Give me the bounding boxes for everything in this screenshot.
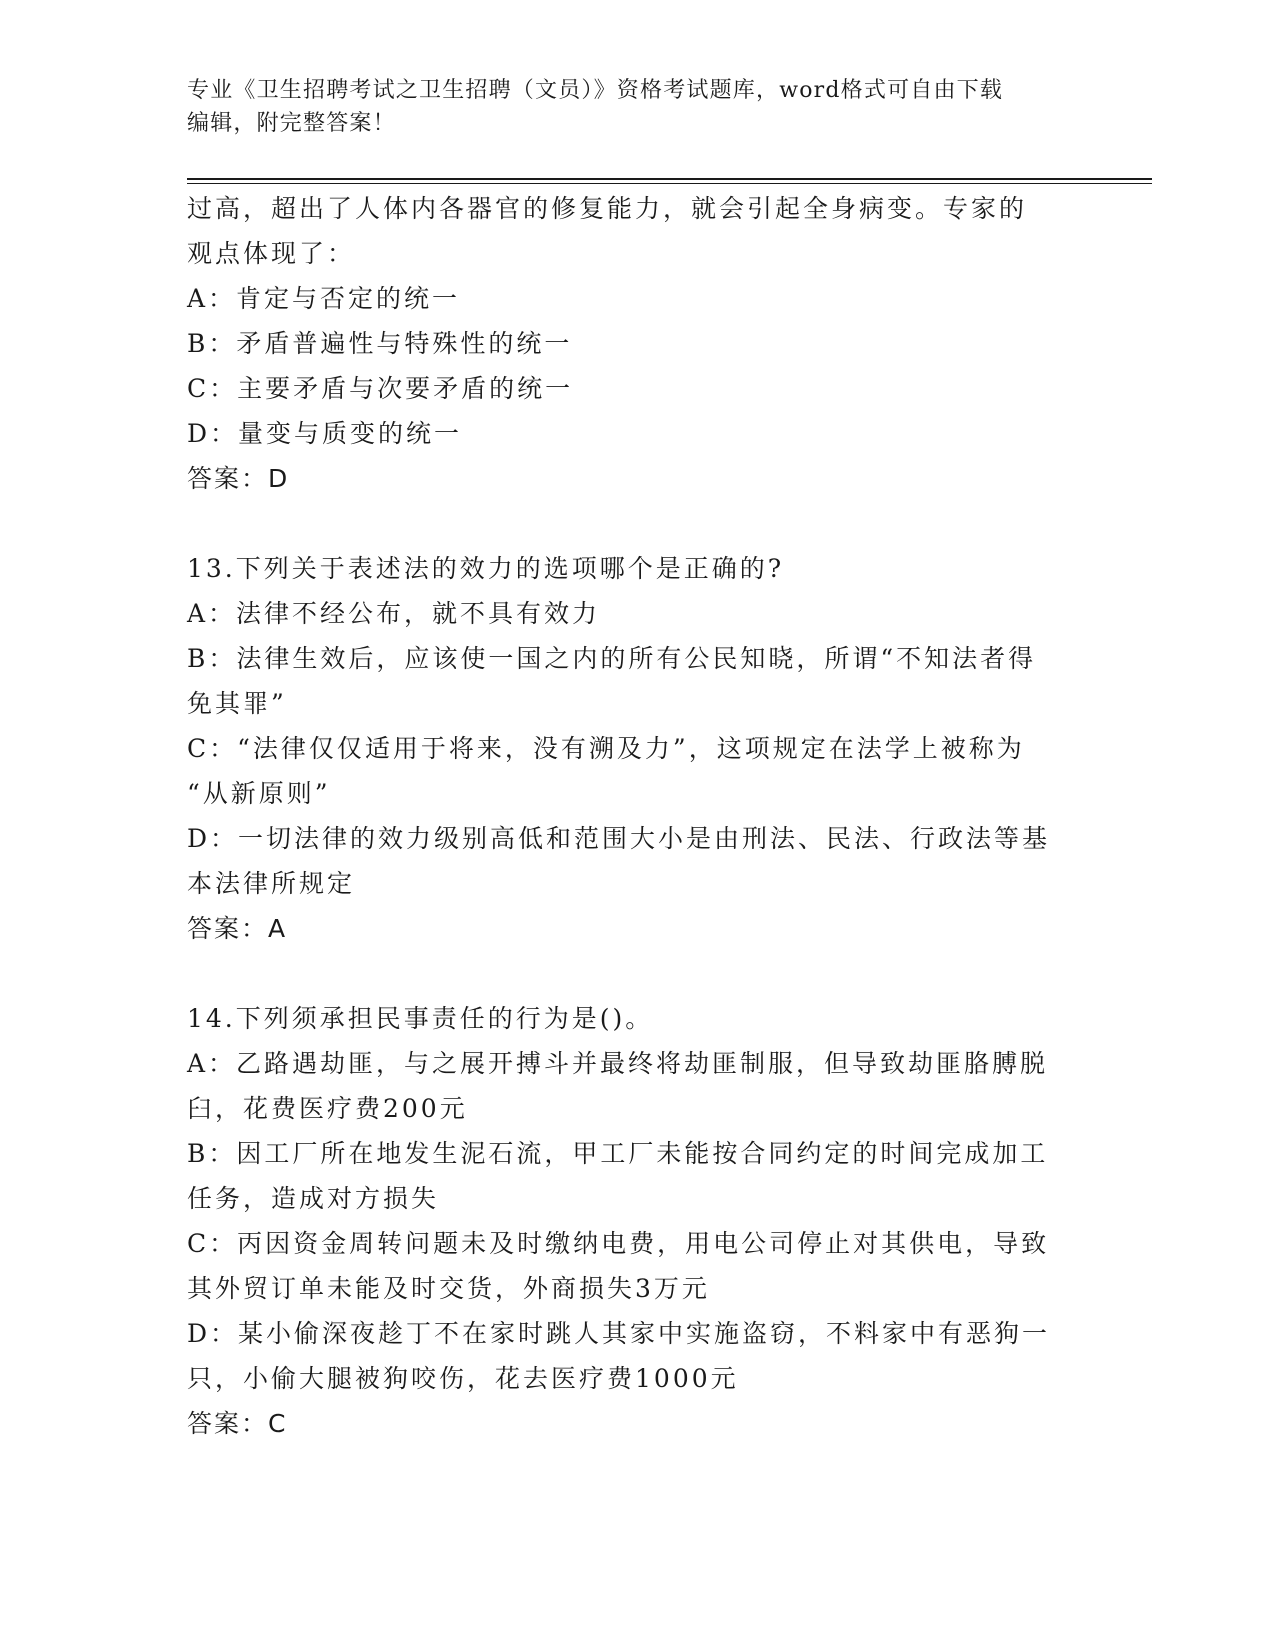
option-d-line-2: 本法律所规定 [187,869,356,898]
option-c-line-2: 其外贸订单未能及时交货，外商损失3万元 [187,1274,710,1303]
header-divider-thick [187,178,1152,180]
option-d-line-1: D：某小偷深夜趁丁不在家时跳人其家中实施盗窃，不料家中有恶狗一 [187,1319,1051,1348]
option-b: B：矛盾普遍性与特殊性的统一 [187,329,573,358]
option-c-line-1: C：丙因资金周转问题未及时缴纳电费，用电公司停止对其供电，导致 [187,1229,1050,1258]
page-header [187,74,1067,140]
option-b-line-2: 免其罪” [187,689,287,718]
option-d-line-1: D：一切法律的效力级别高低和范围大小是由刑法、民法、行政法等基 [187,824,1051,853]
question-stem-line: 观点体现了： [187,239,356,268]
question-stem-line: 过高，超出了人体内各器官的修复能力，就会引起全身病变。专家的 [187,194,1028,223]
option-c: C：主要矛盾与次要矛盾的统一 [187,374,574,403]
option-b-line-2: 任务，造成对方损失 [187,1184,440,1213]
question-13 [187,546,1082,951]
option-a-line-2: 臼，花费医疗费200元 [187,1094,468,1123]
option-c-line-2: “从新原则” [187,779,331,808]
option-b-line-1: B：法律生效后，应该使一国之内的所有公民知晓，所谓“不知法者得 [187,644,1037,673]
spacer [187,951,1082,996]
answer-label: 答案：C [187,1409,288,1438]
option-d-line-2: 只，小偷大腿被狗咬伤，花去医疗费1000元 [187,1364,739,1393]
question-12 [187,186,1082,501]
header-divider-thin [187,183,1152,184]
question-stem: 13.下列关于表述法的效力的选项哪个是正确的? [187,554,785,583]
option-b-line-1: B：因工厂所在地发生泥石流，甲工厂未能按合同约定的时间完成加工 [187,1139,1049,1168]
answer-label: 答案：A [187,914,288,943]
option-a: A：法律不经公布，就不具有效力 [187,599,601,628]
header-line-1: 专业《卫生招聘考试之卫生招聘（文员）》资格考试题库，word格式可自由下载 [187,78,1004,103]
option-d: D：量变与质变的统一 [187,419,463,448]
option-a-line-1: A：乙路遇劫匪，与之展开搏斗并最终将劫匪制服，但导致劫匪胳膊脱 [187,1049,1049,1078]
spacer [187,501,1082,546]
question-14 [187,996,1082,1446]
question-content [187,186,1082,1446]
option-a: A：肯定与否定的统一 [187,284,461,313]
header-line-2: 编辑，附完整答案！ [187,111,396,136]
option-c-line-1: C：“法律仅仅适用于将来，没有溯及力”，这项规定在法学上被称为 [187,734,1025,763]
question-stem: 14.下列须承担民事责任的行为是()。 [187,1004,654,1033]
answer-label: 答案：D [187,464,290,493]
